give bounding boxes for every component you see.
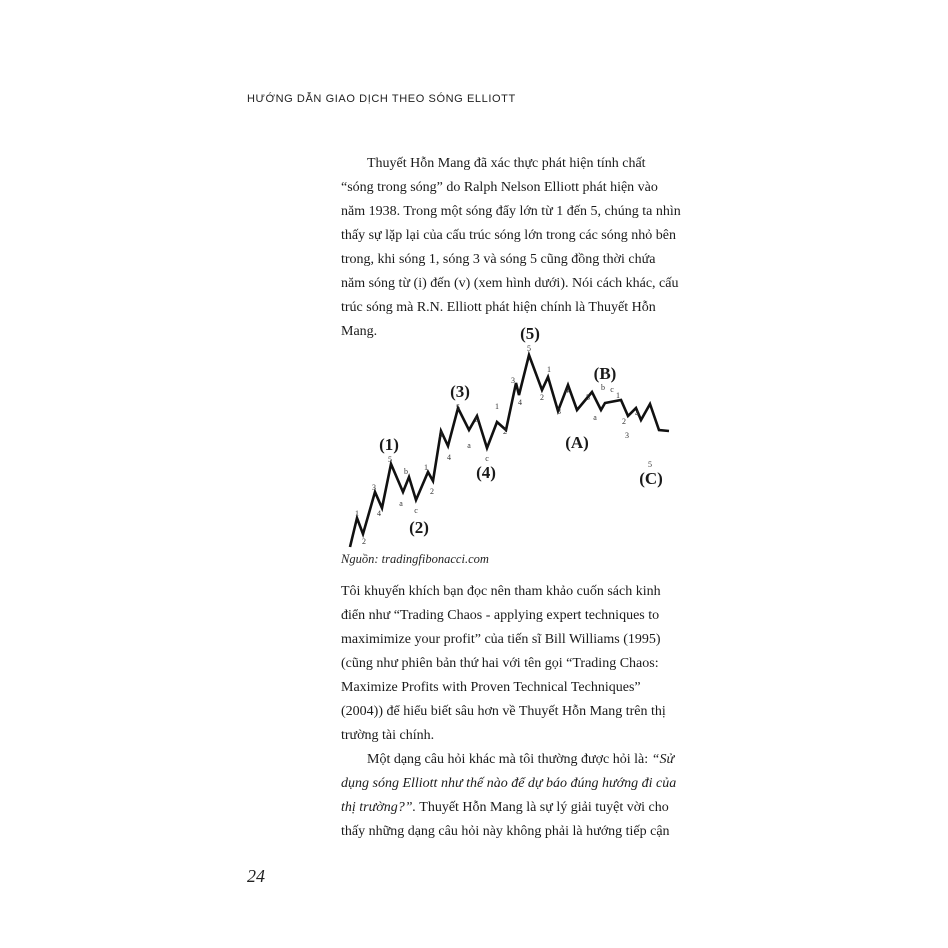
paragraph-3-start: Một dạng câu hỏi khác mà tôi thường được hỏi là: [367,752,652,767]
wave-label-a: (A) [565,433,589,452]
page-number: 24 [247,866,265,886]
subwave-label: 4 [447,453,451,462]
subwave-label: 4 [635,409,639,418]
subwave-label: 3 [511,376,515,385]
subwave-label: 3 [372,483,376,492]
subwave-label: 3 [625,431,629,440]
subwave-label: 2 [622,417,626,426]
paragraph-chaos-theory: Thuyết Hỗn Mang đã xác thực phát hiện tính chất “sóng trong sóng” do Ralph Nelson Elliott phát hiện vào năm 1938. Trong một sóng đẩy lớn từ 1 đến 5, chúng ta nhìn thấy sự lặp lại của cấu trúc sóng lớn trong các sóng nhỏ bên trong, khi sóng 1, sóng 3 và sóng 5 cũng đồng thời chứa năm sóng từ (i) đến (v) (xem hình dưới). Nói cách khác, cấu trúc sóng mà R.N. Elliott phát hiện chính là Thuyết Hỗn Mang. [341,156,681,339]
subwave-label: c [610,385,614,394]
subwave-label: 3 [439,430,443,439]
subwave-label: a [593,413,597,422]
subwave-label: 4 [377,509,381,518]
elliott-wave-svg [330,320,690,552]
wave-label-2: (2) [409,518,429,537]
subwave-label: 1 [355,509,359,518]
wave-label-3: (3) [450,382,470,401]
subwave-label: c [414,506,418,515]
paragraph-question [341,748,681,844]
subwave-label: 1 [495,402,499,411]
subwave-label: b [601,383,605,392]
subwave-label: 2 [503,427,507,436]
subwave-label: 5 [388,455,392,464]
elliott-wave-diagram [330,320,690,552]
subwave-label: a [467,441,471,450]
wave-label-1: (1) [379,435,399,454]
subwave-label: 2 [540,393,544,402]
subwave-label: 5 [648,460,652,469]
subwave-label: 2 [362,537,366,546]
wave-label-b: (B) [593,364,617,383]
subwave-label: 5 [456,403,460,412]
subwave-label: 5 [586,393,590,402]
subwave-label: c [485,454,489,463]
subwave-label: 1 [547,365,551,374]
wave-label-c: (C) [639,469,663,488]
subwave-label: 2 [430,487,434,496]
wave-label-5: (5) [520,324,540,343]
subwave-label: b [404,467,408,476]
subwave-label: 1 [424,463,428,472]
subwave-label: 5 [527,344,531,353]
running-header: HƯỚNG DẪN GIAO DỊCH THEO SÓNG ELLIOTT [247,93,516,105]
paragraph-3-end: Thuyết Hỗn Mang là sự lý giải tuyệt vời cho thấy những dạng câu hỏi này không phải là hướng tiếp cận [341,800,670,839]
subwave-label: a [399,499,403,508]
subwave-label: 4 [565,386,569,395]
paragraph-book-recommendation: Tôi khuyến khích bạn đọc nên tham khảo cuốn sách kinh điển như “Trading Chaos - applying expert techniques to maximimize your profit” của tiến sĩ Bill Williams (1995) (cũng như phiên bản thứ hai với tên gọi “Trading Chaos: Maximize Profits with Proven Technical Techniques” (2004)) để hiểu biết sâu hơn về Thuyết Hỗn Mang trên thị trường tài chính. [341,584,666,743]
figure-caption: Nguồn: tradingfibonacci.com [341,552,489,566]
subwave-label: b [475,415,479,424]
wave-label-4: (4) [476,463,496,482]
paragraph-3-question: “Sử dụng sóng Elliott như thế nào để dự báo đúng hướng đi của thị trường?”. [341,752,677,815]
subwave-label: 4 [518,398,522,407]
subwave-label: 1 [616,391,620,400]
subwave-label: 3 [557,407,561,416]
